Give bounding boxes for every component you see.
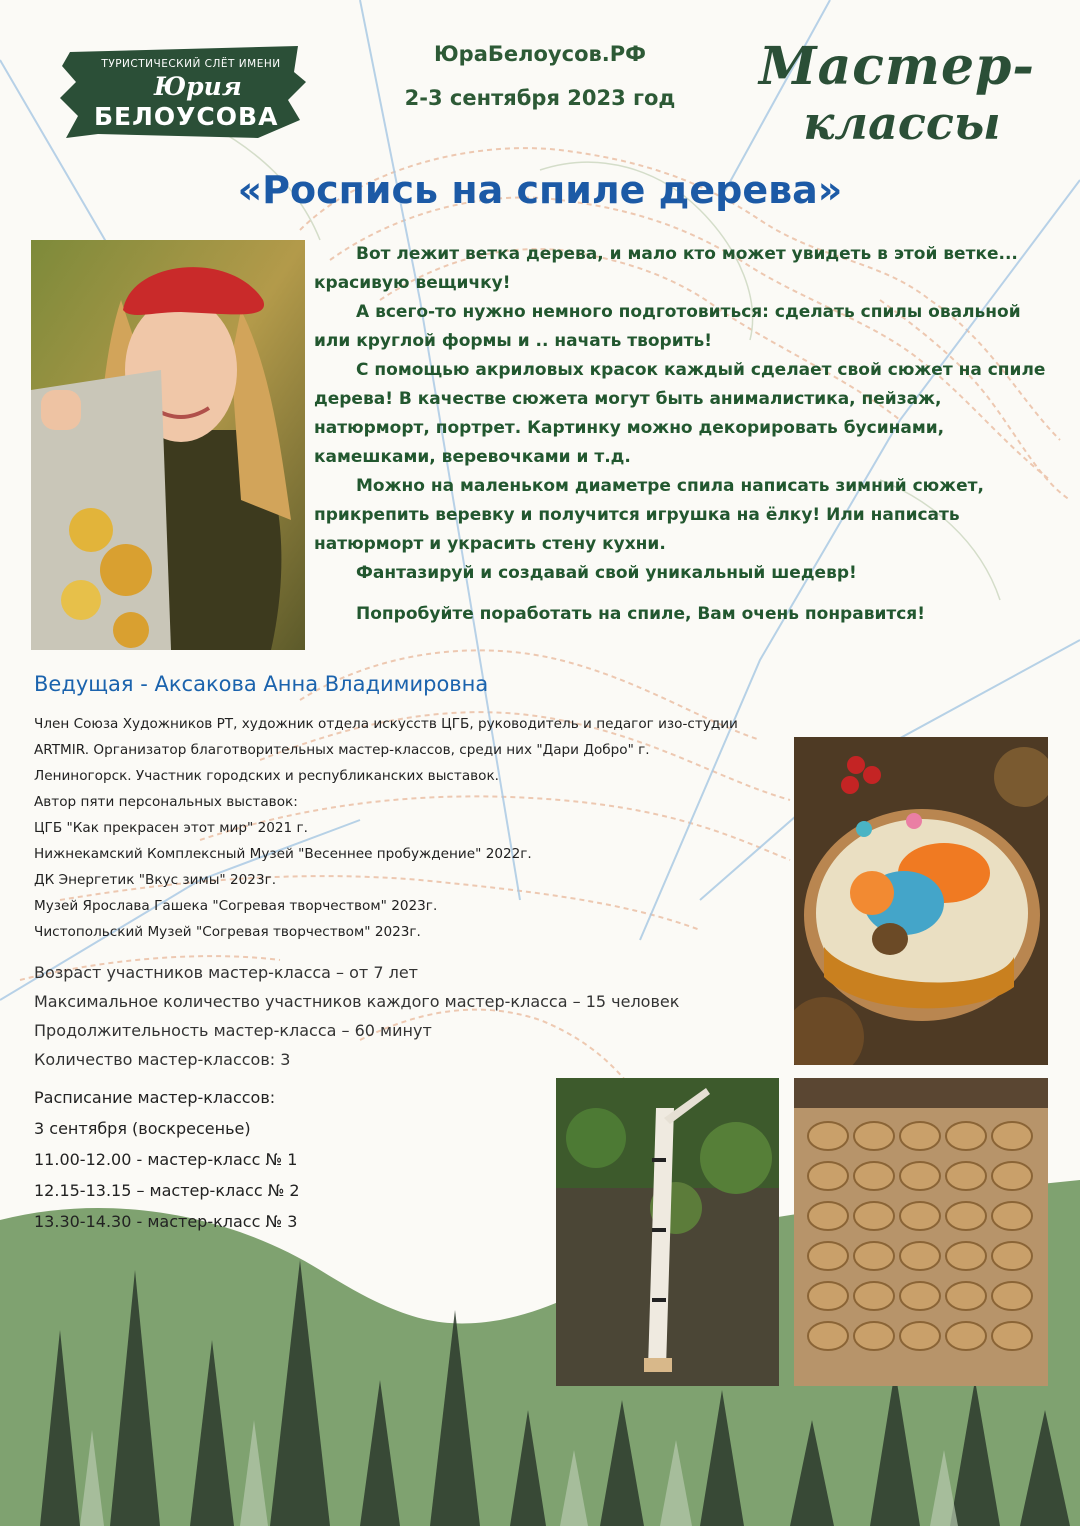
bio-line: Музей Ярослава Гашека "Согревая творчеством" 2023г.	[34, 898, 438, 914]
event-logo	[58, 42, 310, 142]
intro-paragraph: Можно на маленьком диаметре спила написать зимний сюжет, прикрепить веревку и получится игрушка на ёлку! Или написать натюрморт и украсить стену кухни.	[314, 476, 984, 554]
bio-line: Автор пяти персональных выставок:	[34, 794, 298, 810]
bio-line: Член Союза Художников РТ, художник отдела искусств ЦГБ, руководитель и педагог изо-студии	[34, 716, 738, 732]
schedule-item: 11.00-12.00 - мастер-класс № 1	[34, 1150, 298, 1169]
intro-paragraph: Вот лежит ветка дерева, и мало кто может увидеть в этой ветке... красивую вещичку!	[314, 244, 1018, 293]
schedule-heading: Расписание мастер-классов:	[34, 1088, 276, 1107]
schedule-item: 12.15-13.15 – мастер-класс № 2	[34, 1181, 300, 1200]
host-portrait-photo	[31, 240, 305, 650]
intro-call-to-action: Попробуйте поработать на спиле, Вам очень понравится!	[356, 604, 925, 624]
bio-line: ЦГБ "Как прекрасен этот мир" 2021 г.	[34, 820, 308, 836]
bio-line: Чистопольский Музей "Согревая творчеством" 2023г.	[34, 924, 421, 940]
website-text: ЮраБелоусов.РФ	[434, 42, 646, 66]
host-bio	[34, 711, 794, 945]
logo-top-text: ТУРИСТИЧЕСКИЙ СЛЁТ ИМЕНИ	[101, 58, 281, 70]
bio-line: Лениногорск. Участник городских и республиканских выставок.	[34, 768, 500, 784]
logo-name-first: Юрия	[154, 72, 242, 101]
info-line: Количество мастер-классов: 3	[34, 1050, 291, 1069]
class-info	[34, 958, 794, 1074]
master-classes-badge-line1: Мастер-	[759, 36, 1035, 97]
intro-text	[314, 240, 1054, 629]
info-line: Возраст участников мастер-класса – от 7 лет	[34, 963, 418, 982]
schedule-item: 13.30-14.30 - мастер-класс № 3	[34, 1212, 298, 1231]
logo-name-last: БЕЛОУСОВА	[94, 102, 279, 131]
intro-paragraph: С помощью акриловых красок каждый сделает свой сюжет на спиле дерева! В качестве сюжета могут быть анималистика, пейзаж, натюрморт, портрет. Картинку можно декорировать бусинами, камешками, веревочками и т.д.	[314, 360, 1046, 467]
birch-branch-photo	[556, 1078, 779, 1386]
schedule-day: 3 сентября (воскресенье)	[34, 1119, 251, 1138]
host-heading: Ведущая - Аксакова Анна Владимировна	[34, 672, 489, 696]
event-dates: 2-3 сентября 2023 год	[404, 86, 676, 110]
master-classes-badge-line2: классы	[803, 96, 1001, 150]
schedule	[34, 1082, 554, 1237]
intro-paragraph: А всего-то нужно немного подготовиться: сделать спилы овальной или круглой формы и .. начать творить!	[314, 302, 1021, 351]
squirrel-painting-photo	[794, 737, 1048, 1065]
bio-line: ДК Энергетик "Вкус зимы" 2023г.	[34, 872, 277, 888]
wood-slices-photo	[794, 1078, 1048, 1386]
intro-paragraph: Фантазируй и создавай свой уникальный шедевр!	[356, 563, 857, 583]
bio-line: Нижнекамский Комплексный Музей "Весеннее пробуждение" 2022г.	[34, 846, 532, 862]
info-line: Продолжительность мастер-класса – 60 минут	[34, 1021, 432, 1040]
bio-line: ARTMIR. Организатор благотворительных мастер-классов, среди них "Дари Добро" г.	[34, 742, 650, 758]
info-line: Максимальное количество участников каждого мастер-класса – 15 человек	[34, 992, 680, 1011]
page-title: «Роспись на спиле дерева»	[237, 168, 843, 212]
